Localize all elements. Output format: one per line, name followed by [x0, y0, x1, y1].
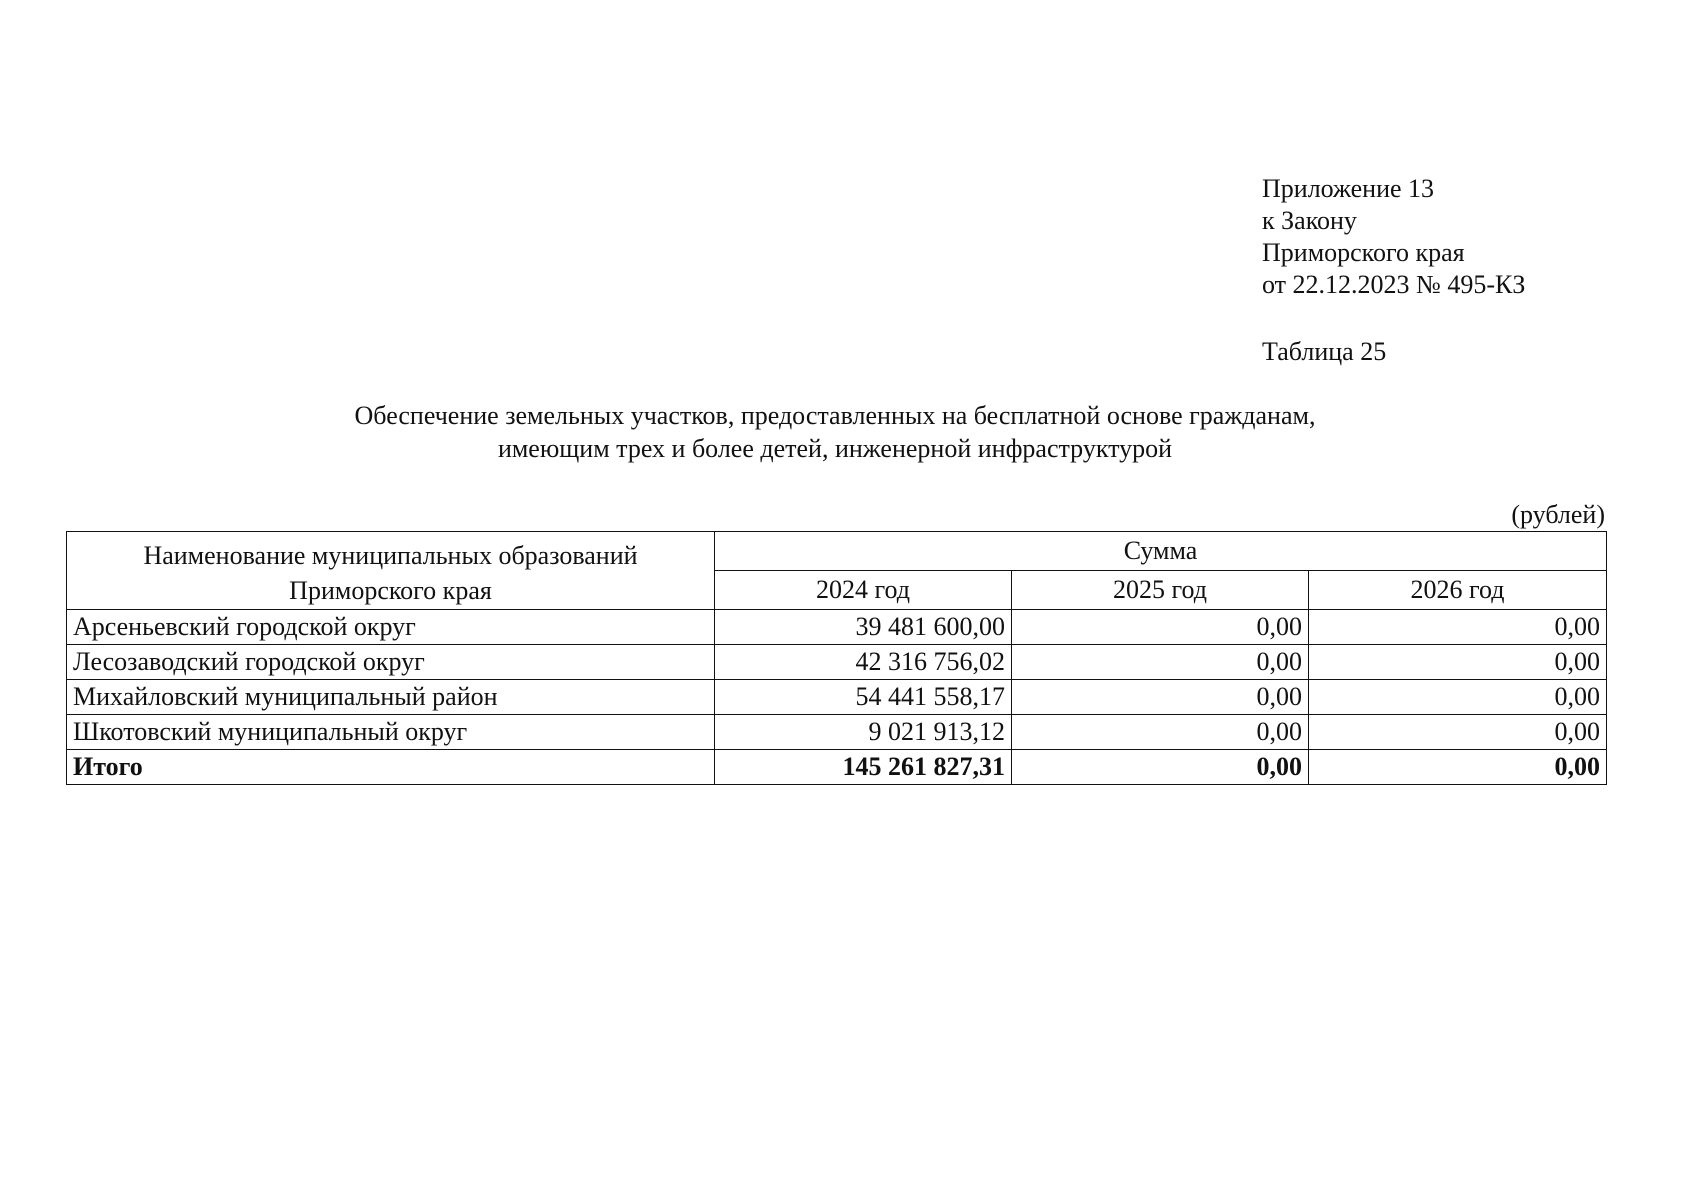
unit-note: (рублей) [1511, 500, 1605, 529]
amount-cell: 0,00 [1012, 680, 1309, 715]
column-header-year: 2026 год [1309, 571, 1607, 610]
amount-cell: 0,00 [1309, 645, 1607, 680]
amount-cell: 0,00 [1309, 680, 1607, 715]
total-amount-cell: 0,00 [1309, 750, 1607, 785]
appendix-line: к Закону [1262, 206, 1357, 235]
municipality-name: Арсеньевский городской округ [67, 610, 715, 645]
table-header-row [67, 532, 1607, 571]
total-row [67, 750, 1607, 785]
amount-cell: 0,00 [1012, 645, 1309, 680]
column-header-year: 2025 год [1012, 571, 1309, 610]
amount-cell: 0,00 [1012, 610, 1309, 645]
amount-cell: 9 021 913,12 [715, 715, 1012, 750]
amount-cell: 0,00 [1309, 715, 1607, 750]
table-row [67, 715, 1607, 750]
table-row [67, 610, 1607, 645]
budget-table [66, 531, 1607, 785]
municipality-name: Шкотовский муниципальный округ [67, 715, 715, 750]
amount-cell: 54 441 558,17 [715, 680, 1012, 715]
total-amount-cell: 0,00 [1012, 750, 1309, 785]
total-label: Итого [67, 750, 715, 785]
appendix-line: от 22.12.2023 № 495-КЗ [1262, 270, 1526, 299]
amount-cell: 0,00 [1309, 610, 1607, 645]
document-title [180, 399, 1490, 465]
table-row [67, 645, 1607, 680]
title-line: имеющим трех и более детей, инженерной инфраструктурой [497, 434, 1173, 463]
amount-cell: 0,00 [1012, 715, 1309, 750]
table-row [67, 680, 1607, 715]
appendix-line: Приморского края [1262, 238, 1465, 267]
municipality-name: Михайловский муниципальный район [67, 680, 715, 715]
column-header-sum: Сумма [715, 532, 1607, 571]
column-header-year: 2024 год [715, 571, 1012, 610]
table-number: Таблица 25 [1262, 337, 1387, 366]
amount-cell: 42 316 756,02 [715, 645, 1012, 680]
appendix-block [1262, 173, 1525, 301]
amount-cell: 39 481 600,00 [715, 610, 1012, 645]
municipality-name: Лесозаводский городской округ [67, 645, 715, 680]
column-header-name: Наименование муниципальных образований Приморского края [67, 532, 715, 610]
appendix-line: Приложение 13 [1262, 174, 1435, 203]
total-amount-cell: 145 261 827,31 [715, 750, 1012, 785]
title-line: Обеспечение земельных участков, предоставленных на бесплатной основе гражданам, [354, 401, 1316, 430]
